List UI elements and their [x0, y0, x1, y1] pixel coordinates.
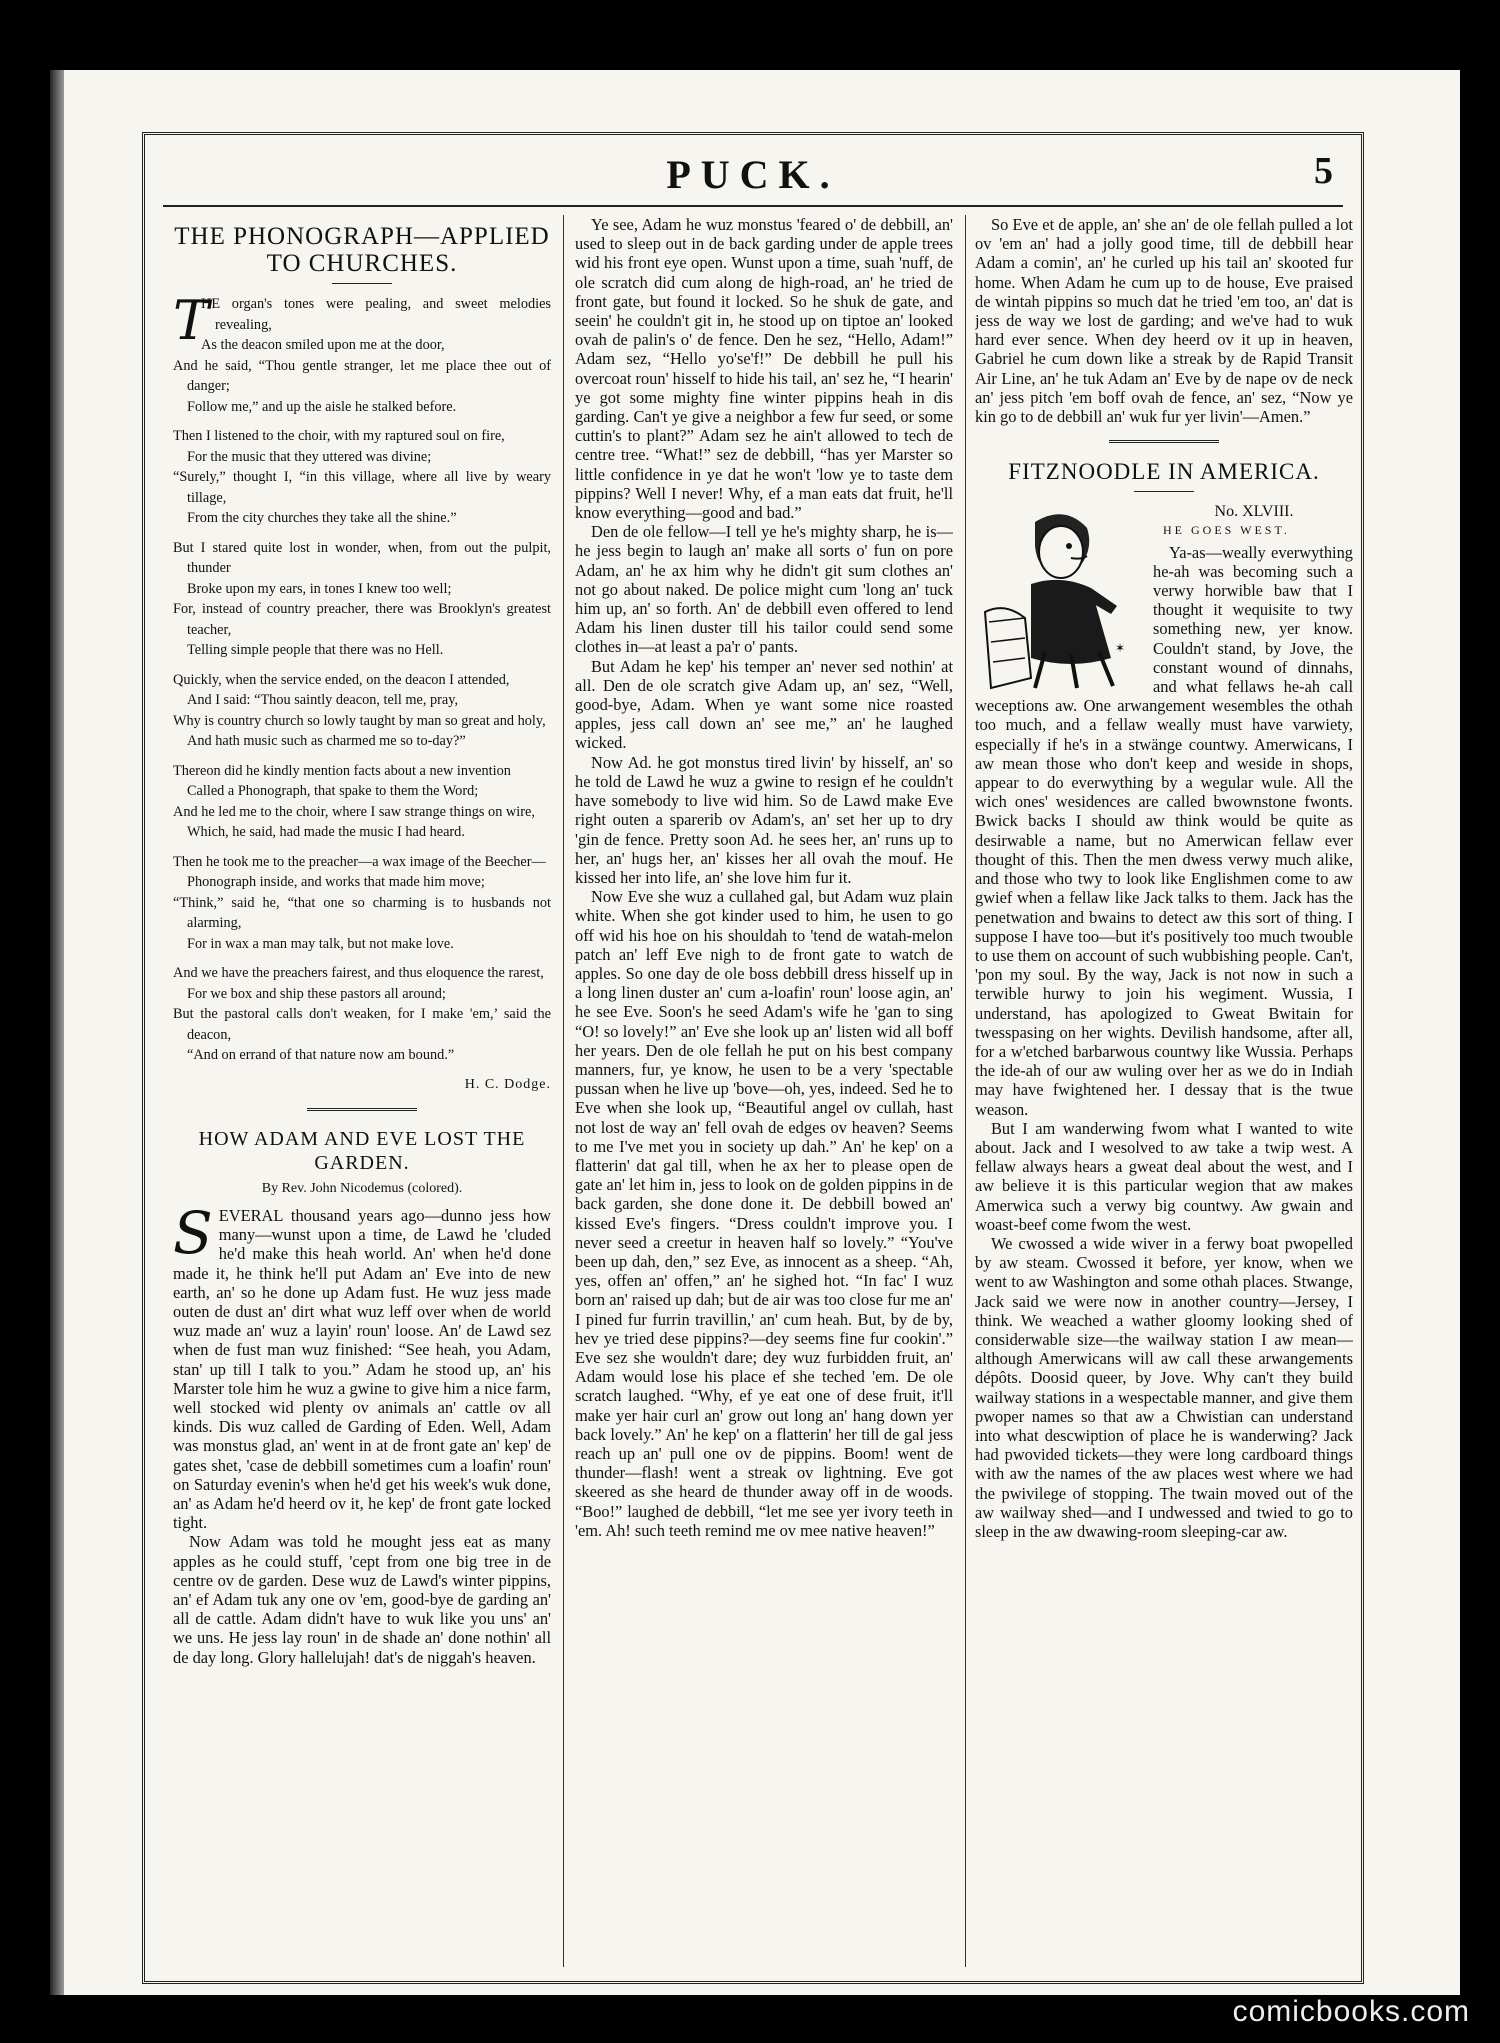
paragraph-text: Den de ole fellow—I tell ye he's mighty sharp, he is—he jess begin to laugh an' make all sorts o' fun on pore Adam, an' he ax him why he didn't git sum clothes an' not go about naked. De police might cum 'long an' tuck him up, an' so forth. An' de debbill even offered to lend Adam his linen duster till his tailor could send some clothes in—at least a pa'r o' pants. — [575, 522, 953, 657]
fitznoodle-title: FITZNOODLE IN AMERICA. — [1008, 459, 1320, 485]
column-left — [173, 215, 551, 1967]
column-divider — [563, 215, 564, 1967]
story-title: HOW ADAM AND EVE LOST THE GARDEN. — [198, 1127, 526, 1174]
poem-line: Thereon did he kindly mention facts about a new invention — [173, 762, 511, 779]
masthead-title: PUCK. — [666, 152, 840, 197]
poem-stanza — [173, 426, 551, 529]
poem-line: And hath music such as charmed me so to-day?” — [187, 733, 466, 749]
poem-signature: H. C. Dodge. — [464, 1076, 551, 1092]
story-body-col2 — [575, 215, 953, 1540]
paragraph-text: Now Eve she wuz a cullahed gal, but Adam wuz plain white. When she got kinder used to him, he usen to go off wid his hoe on his shouldah to 'tend de watah-melon patch an' leff Eve nigh to de front gate to watch de apples. So one day de ole boss debbill dress hisself up in a long linen duster an' cum a-loafin' roun' loose agin, an' he see Eve. Soon's he seed Adam's wife he 'gan to sing “O! so lovely!” an' Eve she look up an' listen wid all boff her years. Den de ole fellah he put on his best company manners, fur, ye know, he usen to be a very 'spectable pussan when he live up 'bove—oh, yes, indeed. Sed he to Eve when she look up, “Beautiful angel ov cullah, hast not lost de way an' fell ovah de edges ov heaven? Seems to me I've met you in society up dah.” An' he kep' on a flatterin' dat gal till, when he ax her to please open de gate an' let him in, jess to look on de golden pippins in de back garden, she done done it. De debbill bowed an' kissed Eve's fingers. “Dress couldn't improve you. I never seed a creetur in heaven half so lovely.” “You've been up dah, den,” sez Eve, as innocent as a sheep. “Ah, yes, offen an' offen,” an' he sighed hot. “In fac' I wuz born an' raised up dah; but de air was too close fur me an' I pined fur furrin travillin,' an' cum heah. But, by de by, hev ye tried dese pippins?—dey seems fine fur cookin'.” Eve sez she wouldn't dare; dey wuz furbidden fruit, an' Adam would lose his place ef she teched 'em. De ole scratch laughed. “Why, ef ye eat one of dese fruit, it'll make yer hair curl an' grow out long an' hang down yer back lovely.” An' he kep' on a flatterin' her till de gal jess reach up an' pull one ov de pippins. Boom! went de thunder—flash! went a streak ov lightning. Eve got skeered as she heard de thunder away off in de woods. “Boo!” laughed de debbill, “let me see yer ivory teeth in 'em. Ah! such teeth remind me ov mee native heaven!” — [575, 887, 953, 1540]
story-byline: By Rev. John Nicodemus (colored). — [261, 1180, 463, 1196]
story-dropcap: S — [173, 1198, 213, 1267]
section-rule — [1109, 440, 1219, 443]
paragraph-text: Now Adam was told he mought jess eat as many apples as he could stuff, 'cept from one big tree in de centre ov de garden. Dese wuz de Lawd's winter pippins, an' ef Adam tuk any one ov 'em, good-bye de garding an' all de cattle. Adam didn't have to wuk like you uns' an' we uns. He jess lay roun' in de shade an' done nothin' all de day long. Glory hallelujah! dat's de niggah's heaven. — [173, 1532, 551, 1667]
paragraph-text: Now Ad. he got monstus tired livin' by hisself, an' so he told de Lawd he wuz a gwine to resign ef he couldn't have somebody to live wid him. So de Lawd make Eve right outen a sparerib ov Adam's, an' set her up to dry 'gin de fence. Pretty soon Ad. he sees her, an' runs up to her, an' hugs her, an' kisses her all ovah the mouf. He kissed her into life, an' she love him fur it. — [575, 752, 953, 887]
poem-stanza — [173, 538, 551, 661]
paragraph — [975, 215, 1353, 426]
poem-line: As the deacon smiled upon me at the door, — [201, 337, 445, 353]
poem-line: But I stared quite lost in wonder, when, from out the pulpit, thunder — [173, 539, 551, 576]
poem-line: “Surely,” thought I, “in this village, where all live by weary tillage, — [173, 469, 551, 506]
poem-line: But the pastoral calls don't weaken, for I make 'em,’ said the deacon, — [173, 1006, 551, 1043]
poem-line: “And on errand of that nature now am bound.” — [187, 1047, 455, 1063]
poem-stanza — [173, 670, 551, 752]
poem-stanza — [173, 852, 551, 955]
paragraph-text: Ye see, Adam he wuz monstus 'feared o' de debbill, an' used to sleep out in de back garding under de apple trees wid his front eye open. Wunst upon a time, suah 'nuff, de ole scratch did cum along de high-road, an' he tried de front gate, but found it locked. So he shuk de gate, and seein' he couldn't git in, he stood up on tiptoe an' looked ovah de palin's o' de fence. Den he sez, “Hello, Adam!” Adam sez, “Hello yo'se'f!” De debbill he pull his overcoat roun' hisself to hide his tail, an' sez he, “I hearin' ye got some mighty fine winter pippins heah in dis garding. Can't ye give a neighbor a few fur seed, or some cuttin's to plant?” Adam sez he ain't allowed to tech de centre tree. “What!” sez de debbill, “has yer Marster so little confidence in ye dat he won't 'low ye to taste dem pippins? Well I never! Why, ef a man eats dat fruit, he'll know everything—good and bad.” — [575, 215, 953, 523]
fitznoodle-illustration — [975, 502, 1143, 692]
poem-dropcap: T — [173, 289, 210, 352]
poem-stanza — [173, 761, 551, 843]
paragraph — [975, 1119, 1353, 1234]
poem-title: THE PHONOGRAPH—APPLIED TO CHURCHES. — [174, 223, 550, 277]
masthead-rule — [163, 205, 1343, 207]
paragraph — [975, 1234, 1353, 1541]
poem-line: Then he took me to the preacher—a wax image of the Beecher— — [173, 853, 546, 870]
poem-line: And we have the preachers fairest, and thus eloquence the rarest, — [173, 965, 544, 981]
poem-line: And he led me to the choir, where I saw strange things on wire, — [173, 803, 535, 820]
column-middle — [575, 215, 953, 1967]
poem-line: Telling simple people that there was no Hell. — [187, 642, 444, 658]
poem-stanza — [173, 289, 551, 417]
poem-line: For the music that they uttered was divine; — [187, 448, 432, 465]
poem-line: Quickly, when the service ended, on the deacon I attended, — [173, 671, 510, 688]
masthead — [145, 135, 1361, 207]
poem-line: And I said: “Thou saintly deacon, tell me, pray, — [187, 692, 459, 708]
paragraph — [173, 1532, 551, 1666]
column-divider — [965, 215, 966, 1967]
poem-line: For we box and ship these pastors all around; — [187, 985, 446, 1002]
paragraph-text: We cwossed a wide wiver in a ferwy boat pwopelled by aw steam. Cwossed it before, yer know, when we went to aw Washington and some othah places. Stwange, Jack said we were now in another country—Jersey, I think. We weached a wather gloomy looking shed of considerwable size—the wailway station I aw mean—although Amerwicans will aw call these arwangements dépôts. Doosid queer, by Jove. Why can't they build wailway stations in a wespectable manner, and give them pwoper names so that aw a Chwistian can understand into what descwiption of place he is wanderwing? Jack had pwovided tickets—they were long cardboard things with aw the names of the aw places west where we had the pwivilege of stopping. The twain moved out of the aw wailway shed—and I undwessed and twied to go to sleep in the aw dwawing-room sleeping-car aw. — [975, 1233, 1353, 1541]
paragraph — [575, 657, 953, 753]
title-rule — [1134, 491, 1194, 492]
poem-line: Then I listened to the choir, with my raptured soul on fire, — [173, 428, 505, 444]
paragraph — [575, 522, 953, 656]
fitznoodle-subhead: HE GOES WEST. — [1163, 523, 1290, 538]
story-body-col3 — [975, 215, 1353, 426]
svg-text:✶: ✶ — [1115, 641, 1126, 656]
paragraph — [575, 753, 953, 887]
section-rule — [307, 1108, 417, 1111]
page-number: 5 — [1314, 150, 1333, 192]
poem-line: Which, he said, had made the music I had heard. — [187, 824, 465, 840]
poem-line: For in wax a man may talk, but not make love. — [187, 935, 454, 952]
paragraph-text: But Adam he kep' his temper an' never sed nothin' at all. Den de ole scratch give Adam up, an' sez, “Well, good-bye, Adam. When ye want some nice roasted apples, jess call down an' see me,” an' he laughed wicked. — [575, 656, 953, 753]
paragraph — [575, 887, 953, 1540]
paragraph — [173, 1198, 551, 1533]
column-right — [975, 215, 1353, 1967]
paragraph — [575, 215, 953, 522]
paragraph-text: EVERAL thousand years ago—dunno jess how many—wunst upon a time, de Lawd he 'cluded he'd make this heah world. An' when he'd done made it, he think he'll put Adam an' Eve into de new earth, an' so he done up Adam fust. He wuz jess made outen de dust an' dirt what wuz leff over when de world wuz made an' wuz a layin' roun' loose. An' de Lawd sez when de fust man wuz finished: “See heah, you Adam, stan' up till I talk to you.” Adam he stood up, an' his Marster tole him he wuz a gwine to give him a nice farm, well stocked wid plenty ov animals an' cattle ov all kinds. Dis wuz called de Garding of Eden. Well, Adam was monstus glad, an' went in at de front gate an' kep' de gates shet, 'case de debbill sometimes cum a loafin' roun' on Saturday evenin's when he'd get his week's wuk done, an' as Adam he'd heerd ov it, he kep' de front gate locked tight. — [173, 1205, 551, 1533]
poem-stanza — [173, 963, 551, 1066]
paragraph-text: So Eve et de apple, an' she an' de ole fellah pulled a lot ov 'em an' had a jolly good time, till de debbill hear Adam a comin', an' he curled up his tail an' skooted fur home. When Adam he cum up to de house, Eve praised de wintah pippins so much dat he tried 'em too, an' dat is jess de way we lost de garding; and we've had to wuk hard ever sence. When dey heerd ov it up in heaven, Gabriel he cum down like a streak by de Rapid Transit Air Line, an' he tuk Adam an' Eve by de nape ov de neck an' jess pitch 'em boff ovah de fence, an' sez, “Now ye kin go to de debbill an' wuk fur yer livin'—Amen.” — [975, 215, 1353, 427]
page-spine-shadow — [50, 70, 64, 1995]
poem-line: HE organ's tones were pealing, and sweet melodies revealing, — [201, 296, 551, 333]
poem-line: Why is country church so lowly taught by man so great and holy, — [173, 712, 546, 729]
page-frame — [142, 132, 1364, 1984]
poem-line: Follow me,” and up the aisle he stalked before. — [187, 398, 457, 415]
poem-line: “Think,” said he, “that one so charming is to husbands not alarming, — [173, 894, 551, 931]
poem-line: Broke upon my ears, in tones I knew too well; — [187, 580, 452, 597]
poem-line: Phonograph inside, and works that made him move; — [187, 874, 485, 890]
poem-line: From the city churches they take all the shine.” — [187, 510, 457, 526]
poem-body — [173, 289, 551, 1066]
poem-line: And he said, “Thou gentle stranger, let me place thee out of danger; — [173, 357, 551, 394]
poem-line: Called a Phonograph, that spake to them the Word; — [187, 783, 479, 799]
fitznoodle-number: No. XLVIII. — [1214, 503, 1294, 521]
watermark: comicbooks.com — [1232, 1995, 1470, 2028]
title-rule — [332, 283, 392, 284]
paragraph-text: Ya-as—weally everwything he-ah was becoming such a verwy horwible baw that I thought it wequisite to twy something new, yer know. Couldn't stand, by Jove, the constant wound of dinnahs, and what fellaws he-ah call weceptions aw. One arwangement wesembles the othah too much, and a fellaw weally must have varwiety, especially if he's in a stwänge countwy. Amerwicans, I aw mean those who don't keep and weside in shops, appear to do everwything by a wegular wule. All the wich ones' wesidences are called bwownstone fwonts. Bwick backs I should aw think would be quite as desirwable a name, but no Amerwican fellaw ever thought of this. Then the men dwess verwy much alike, and those who twy to look like Englishmen come to aw gwief when a fellaw like Jack talks to them. Jack has the penetwation and bwains to detect aw this sort of thing. I suppose I have too—but it's positively too much twouble to use them on account of such wubbishing people. Can't, 'pon my soul. By the way, Jack is not now in such a terwible hurwy to join his wegiment. Wussia, I understand, has apologized to Gweat Bwitain for twesspasing on her wights. Devilish handsome, after all, for a w'etched barbarwous countwy like Wussia. Perhaps the ide-ah of our aw wuling over her as we do in Indiah may have fwightened her. I dessay that is the twue weason. — [975, 542, 1353, 1119]
story-body-col1 — [173, 1198, 551, 1667]
fitznoodle-body — [975, 543, 1353, 1542]
magazine-page — [50, 70, 1460, 1995]
poem-line: For, instead of country preacher, there was Brooklyn's greatest teacher, — [173, 601, 551, 638]
paragraph-text: But I am wanderwing fwom what I wanted to wite about. Jack and I wesolved to aw take a twip west. A fellaw always hears a gweat deal about the west, and I aw believe it is this particular wegion that aw makes Amerwica such a verwy big countwy. Aw gwain and woast-beef come fwom the west. — [975, 1118, 1353, 1234]
